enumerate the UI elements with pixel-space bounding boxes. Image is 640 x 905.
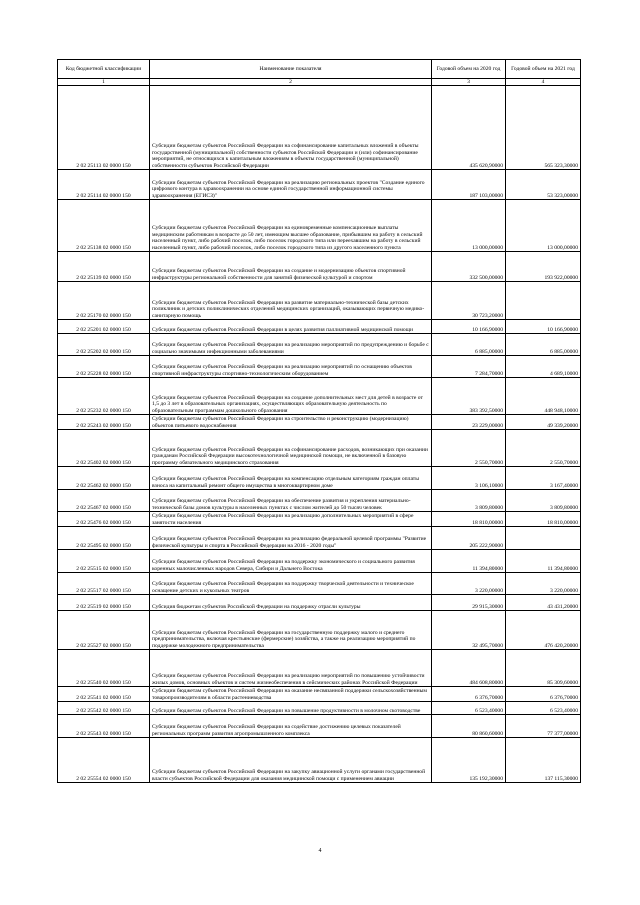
row-value-2020: 11 394,80000 (432, 550, 506, 573)
header-code: Код бюджетной классификации (58, 60, 150, 79)
column-number: 1 (58, 79, 150, 86)
row-code: 2 02 25541 02 0000 150 (58, 687, 150, 702)
row-value-2021: 3 220,00000 (506, 573, 581, 595)
row-name: Субсидии бюджетам субъектов Российской Федерации на государственную поддержку малого и среднего предпринимательства, включая крестьянские (фермерские) хозяйства, а также на реализацию мероприятий по поддержке молодежного предпринимательства (150, 611, 432, 650)
row-name: Субсидии бюджетам субъектов Российской Федерации на закупку авиационной услуги органами государственной власти субъектов Российской Федерации для оказания медицинской помощи с применением авиации (150, 738, 432, 783)
row-name: Субсидии бюджетам субъектов Российской Федерации на создание и модернизацию объектов спортивной инфраструктуры региональной собственности для занятий физической культурой и спортом (150, 252, 432, 282)
row-code: 2 02 25138 02 0000 150 (58, 200, 150, 252)
row-name: Субсидии бюджетам субъектов Российской Федерации на реализацию федеральной целевой программы "Развитие физической культуры и спорта в Российской Федерации на 2016 - 2020 годы" (150, 527, 432, 550)
row-name: Субсидии бюджетам субъектов Российской Федерации на поддержку творческой деятельности и техническое оснащение детских и кукольных театров (150, 573, 432, 595)
row-value-2020: 32 495,70000 (432, 611, 506, 650)
budget-table (57, 59, 581, 783)
row-code: 2 02 25114 02 0000 150 (58, 170, 150, 200)
row-name: Субсидии бюджетам субъектов Российской Федерации на обеспечение развития и укрепления материально-технической базы домов культуры в населенных пунктах с числом жителей до 50 тысяч человек (150, 490, 432, 512)
table-row (58, 378, 581, 415)
row-name: Субсидии бюджетам субъектов Российской Федерации на реализацию мероприятий по повышению устойчивости жилых домов, основных объектов и систем жизнеобеспечения в сейсмических районах Российской Федерации (150, 650, 432, 687)
table-column-numbers (58, 79, 581, 86)
row-name: Субсидии бюджетам субъектов Российской Федерации на единовременные компенсационные выплаты медицинским работникам в возрасте до 50 лет, имеющим высшее образование, прибывшим на работу в сельский населенный пункт, либо рабочий поселок, либо поселок городского типа или переехавшим на работу в сельский населенный пункт, либо рабочий поселок, либо поселок городского типа из другого населенного пункта (150, 200, 432, 252)
table-row (58, 415, 581, 430)
header-name: Наименование показателя (150, 60, 432, 79)
row-code: 2 02 25476 02 0000 150 (58, 512, 150, 527)
row-value-2020: 187 103,00000 (432, 170, 506, 200)
row-name: Субсидии бюджетам субъектов Российской Федерации на поддержку экономического и социального развития коренных малочисленных народов Севера, Сибири и Дальнего Востока (150, 550, 432, 573)
table-row (58, 334, 581, 356)
table-header-row (58, 60, 581, 79)
row-code: 2 02 25519 02 0000 150 (58, 595, 150, 611)
row-code: 2 02 25527 02 0000 150 (58, 611, 150, 650)
row-code: 2 02 25402 02 0000 150 (58, 430, 150, 467)
row-value-2020: 6 376,70000 (432, 687, 506, 702)
row-code: 2 02 25515 02 0000 150 (58, 550, 150, 573)
table-row (58, 715, 581, 738)
row-code: 2 02 25554 02 0000 150 (58, 738, 150, 783)
row-code: 2 02 25113 02 0000 150 (58, 86, 150, 170)
row-name: Субсидия бюджетам субъектов Российской Федерации на поддержку отрасли культуры (150, 595, 432, 611)
row-value-2021 (506, 282, 581, 320)
row-code: 2 02 25495 02 0000 150 (58, 527, 150, 550)
row-value-2021: 49 339,20000 (506, 415, 581, 430)
table-row (58, 86, 581, 170)
row-code: 2 02 25232 02 0000 150 (58, 378, 150, 415)
row-value-2020: 135 192,30000 (432, 738, 506, 783)
row-value-2021: 193 922,00000 (506, 252, 581, 282)
table-row (58, 650, 581, 687)
header-2020: Годовой объем на 2020 год (432, 60, 506, 79)
row-code: 2 02 25202 02 0000 150 (58, 334, 150, 356)
row-value-2021: 11 394,80000 (506, 550, 581, 573)
row-code: 2 02 25228 02 0000 150 (58, 356, 150, 378)
row-name: Субсидии бюджетам субъектов Российской Федерации на реализацию региональных проектов "Создание единого цифрового контура в здравоохранении на основе единой государственной информационной системы здравоохранения (ЕГИСЗ)" (150, 170, 432, 200)
row-name: Субсидии бюджетам субъектов Российской Федерации на создание дополнительных мест для детей в возрасте от 1,5 до 3 лет в образовательных организациях, осуществляющих образовательную деятельность по образовательным программам дошкольного образования (150, 378, 432, 415)
row-code: 2 02 25540 02 0000 150 (58, 650, 150, 687)
column-number: 3 (432, 79, 506, 86)
page-number: 4 (318, 848, 322, 854)
table-row (58, 611, 581, 650)
row-value-2021: 448 948,10000 (506, 378, 581, 415)
row-code: 2 02 25543 02 0000 150 (58, 715, 150, 738)
row-code: 2 02 25170 02 0000 150 (58, 282, 150, 320)
table-row (58, 320, 581, 334)
row-value-2021: 6 523,40000 (506, 702, 581, 715)
column-number: 2 (150, 79, 432, 86)
row-value-2021: 85 309,60000 (506, 650, 581, 687)
table-row (58, 252, 581, 282)
row-value-2021: 13 000,00000 (506, 200, 581, 252)
row-value-2020: 435 620,90000 (432, 86, 506, 170)
table-row (58, 573, 581, 595)
row-code: 2 02 25243 02 0000 150 (58, 415, 150, 430)
row-value-2021: 3 167,40000 (506, 467, 581, 490)
row-value-2020: 10 166,90000 (432, 320, 506, 334)
row-name: Субсидии бюджетам субъектов Российской Федерации на содействие достижению целевых показателей региональных программ развития агропромышленного комплекса (150, 715, 432, 738)
table-row (58, 512, 581, 527)
row-value-2020: 2 550,70000 (432, 430, 506, 467)
row-value-2021: 43 431,20000 (506, 595, 581, 611)
row-value-2021: 18 810,00000 (506, 512, 581, 527)
table-row (58, 550, 581, 573)
row-value-2021: 10 166,90000 (506, 320, 581, 334)
row-name: Субсидии бюджетам субъектов Российской Федерации на компенсацию отдельным категориям граждан оплаты взноса на капитальный ремонт общего имущества в многоквартирном доме (150, 467, 432, 490)
row-code: 2 02 25139 02 0000 150 (58, 252, 150, 282)
row-value-2020: 3 220,00000 (432, 573, 506, 595)
row-code: 2 02 25201 02 0000 150 (58, 320, 150, 334)
row-value-2021: 6 885,00000 (506, 334, 581, 356)
row-value-2020: 18 810,00000 (432, 512, 506, 527)
table-row (58, 430, 581, 467)
table-row (58, 738, 581, 783)
row-code: 2 02 25462 02 0000 150 (58, 467, 150, 490)
row-value-2021: 6 376,70000 (506, 687, 581, 702)
row-name: Субсидии бюджетам субъектов Российской Федерации на реализацию мероприятий по предупреждению и борьбе с социально значимыми инфекционными заболеваниями (150, 334, 432, 356)
row-name: Субсидии бюджетам субъектов Российской Федерации на софинансирование расходов, возникающих при оказании гражданам Российской Федерации высокотехнологичной медицинской помощи, не включенной в базовую программу обязательного медицинского страхования (150, 430, 432, 467)
row-value-2021: 137 115,30000 (506, 738, 581, 783)
row-value-2020: 80 860,60000 (432, 715, 506, 738)
row-name: Субсидии бюджетам субъектов Российской Федерации на повышение продуктивности в молочном скотоводстве (150, 702, 432, 715)
row-value-2020: 29 915,30000 (432, 595, 506, 611)
row-name: Субсидии бюджетам субъектов Российской Федерации на строительство и реконструкцию (модернизацию) объектов питьевого водоснабжения (150, 415, 432, 430)
row-name: Субсидии бюджетам субъектов Российской Федерации на оказание несвязанной поддержки сельскохозяйственным товаропроизводителям в области растениеводства (150, 687, 432, 702)
row-value-2021: 4 689,10000 (506, 356, 581, 378)
row-value-2020: 484 608,80000 (432, 650, 506, 687)
row-name: Субсидии бюджетам субъектов Российской Федерации на реализацию мероприятий по оснащению объектов спортивной инфраструктуры спортивно-технологическим оборудованием (150, 356, 432, 378)
row-code: 2 02 25517 02 0000 150 (58, 573, 150, 595)
row-name: Субсидии бюджетам субъектов Российской Федерации на реализацию дополнительных мероприятий в сфере занятости населения (150, 512, 432, 527)
row-value-2020: 23 229,00000 (432, 415, 506, 430)
row-value-2020: 13 000,00000 (432, 200, 506, 252)
row-value-2021: 565 323,30000 (506, 86, 581, 170)
row-value-2021: 53 323,00000 (506, 170, 581, 200)
table-row (58, 527, 581, 550)
row-value-2021 (506, 527, 581, 550)
table-row (58, 356, 581, 378)
table-row (58, 170, 581, 200)
row-code: 2 02 25467 02 0000 150 (58, 490, 150, 512)
row-value-2021: 3 809,80000 (506, 490, 581, 512)
row-name: Субсидии бюджетам субъектов Российской Федерации на софинансирование капитальных вложений в объекты государственной (муниципальной) собственности субъектов Российской Федерации и (или) софинансирование мероприятий, не относящихся к капитальным вложениям в объекты государственной (муниципальной) собственности субъектов Российской Федерации (150, 86, 432, 170)
row-name: Субсидии бюджетам субъектов Российской Федерации на развитие материально-технической базы детских поликлиник и детских поликлинических отделений медицинских организаций, оказывающих первичную медико-санитарную помощь (150, 282, 432, 320)
row-value-2020: 3 106,10000 (432, 467, 506, 490)
row-value-2020: 3 809,80000 (432, 490, 506, 512)
row-value-2020: 383 392,50000 (432, 378, 506, 415)
table-row (58, 595, 581, 611)
column-number: 4 (506, 79, 581, 86)
row-name: Субсидии бюджетам субъектов Российской Федерации в целях развития паллиативной медицинской помощи (150, 320, 432, 334)
row-value-2020: 6 885,00000 (432, 334, 506, 356)
table-row (58, 687, 581, 702)
row-value-2021: 2 550,70000 (506, 430, 581, 467)
table-row (58, 282, 581, 320)
header-2021: Годовой объем на 2021 год (506, 60, 581, 79)
row-value-2020: 6 523,40000 (432, 702, 506, 715)
row-value-2020: 332 500,00000 (432, 252, 506, 282)
table-row (58, 200, 581, 252)
document-page (57, 59, 580, 783)
table-row (58, 490, 581, 512)
table-body (58, 86, 581, 783)
row-value-2020: 205 222,90000 (432, 527, 506, 550)
row-code: 2 02 25542 02 0000 150 (58, 702, 150, 715)
row-value-2021: 476 420,20000 (506, 611, 581, 650)
row-value-2020: 7 284,70000 (432, 356, 506, 378)
row-value-2021: 77 377,00000 (506, 715, 581, 738)
table-row (58, 702, 581, 715)
table-row (58, 467, 581, 490)
row-value-2020: 30 723,20000 (432, 282, 506, 320)
